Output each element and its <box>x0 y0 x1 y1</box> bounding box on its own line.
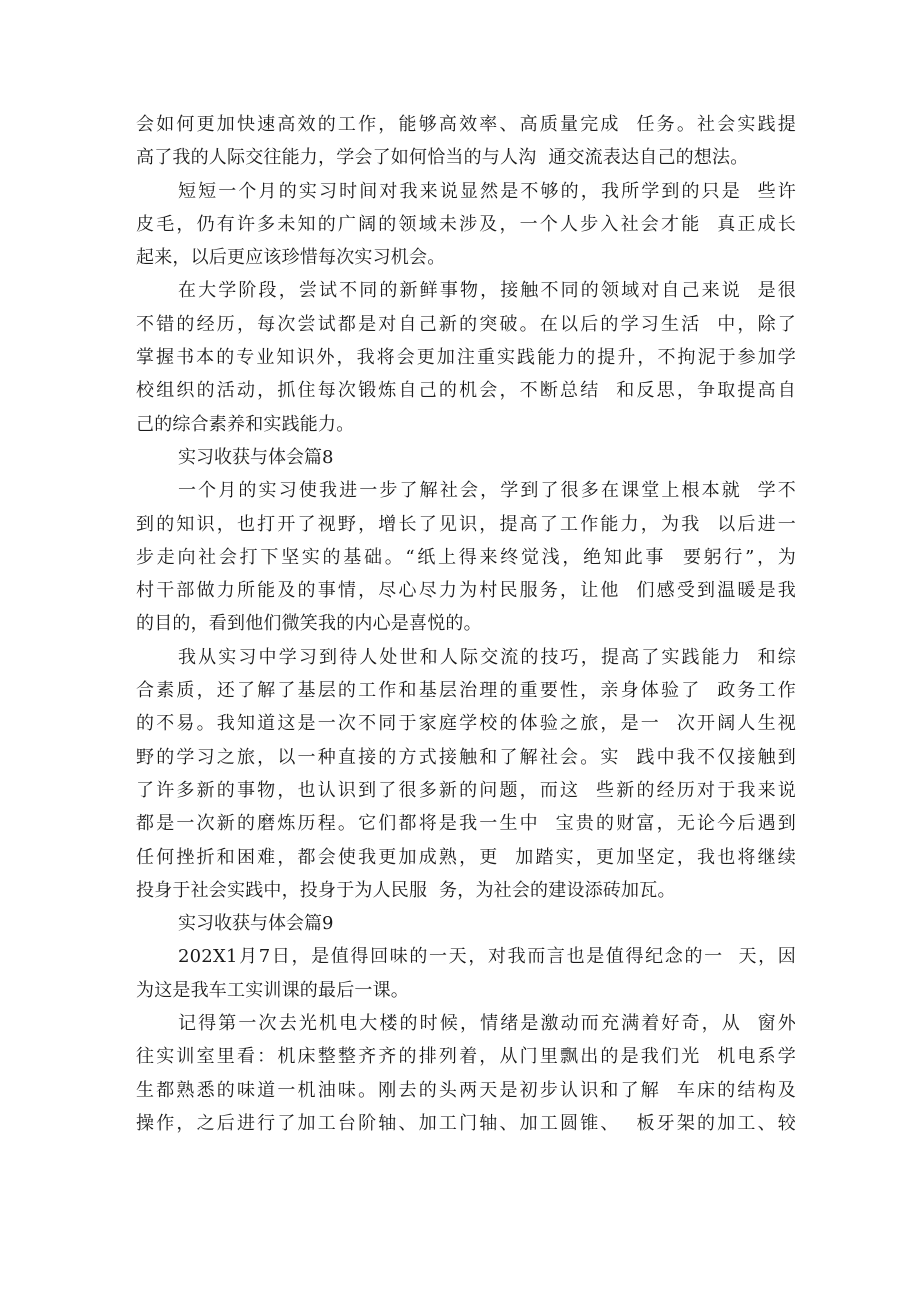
paragraph-line: 了许多新的事物，也认识到了很多新的问题，而这 些新的经历对于我来说 <box>136 779 796 801</box>
paragraph-line: 皮毛，仍有许多未知的广阔的领域未涉及，一个人步入社会才能 真正成长 <box>136 213 796 235</box>
paragraph-line: 都是一次新的磨炼历程。它们都将是我一生中 宝贵的财富，无论今后遇到 <box>136 813 796 835</box>
paragraph-line: 会如何更加快速高效的工作，能够高效率、高质量完成 任务。社会实践提 <box>136 114 796 135</box>
paragraph-line: 不错的经历，每次尝试都是对自己新的突破。在以后的学习生活 中，除了 <box>136 313 796 335</box>
paragraph-line: 往实训室里看：机床整整齐齐的排列着，从门里飘出的是我们光 机电系学 <box>136 1046 796 1068</box>
section-heading: 实习收获与体会篇9 <box>178 913 334 935</box>
paragraph-line: 操作，之后进行了加工台阶轴、加工门轴、加工圆锥、 板牙架的加工、较 <box>136 1112 796 1134</box>
paragraph-first-line: 一个月的实习使我进一步了解社会，学到了很多在课堂上根本就 学不 <box>178 480 796 502</box>
paragraph-line: 为这是我车工实训课的最后一课。 <box>136 979 409 1001</box>
paragraph-first-line: 记得第一次去光机电大楼的时候，情绪是激动而充满着好奇，从 窗外 <box>178 1013 796 1035</box>
paragraph-line: 到的知识，也打开了视野，增长了见识，提高了工作能力，为我 以后进一 <box>136 513 796 535</box>
paragraph-first-line: 在大学阶段，尝试不同的新鲜事物，接触不同的领域对自己来说 是很 <box>178 280 796 302</box>
paragraph-line: 投身于社会实践中，投身于为人民服 务，为社会的建设添砖加瓦。 <box>136 879 676 901</box>
section-heading: 实习收获与体会篇8 <box>178 446 334 468</box>
paragraph-line: 合素质，还了解了基层的工作和基层治理的重要性，亲身体验了 政务工作 <box>136 680 796 702</box>
paragraph-line: 起来，以后更应该珍惜每次实习机会。 <box>136 247 446 269</box>
paragraph-first-line: 202X1月7日，是值得回味的一天，对我而言也是值得纪念的一 天，因 <box>178 946 796 968</box>
paragraph-line: 的目的，看到他们微笑我的内心是喜悦的。 <box>136 613 482 635</box>
paragraph-first-line: 短短一个月的实习时间对我来说显然是不够的，我所学到的只是 些许 <box>178 180 796 202</box>
paragraph-line: 高了我的人际交往能力，学会了如何恰当的与人沟 通交流表达自己的想法。 <box>136 147 749 169</box>
paragraph-line: 己的综合素养和实践能力。 <box>136 413 355 435</box>
paragraph-line: 村干部做力所能及的事情，尽心尽力为村民服务，让他 们感受到温暖是我 <box>136 580 796 602</box>
paragraph-line: 任何挫折和困难，都会使我更加成熟，更 加踏实，更加坚定，我也将继续 <box>136 846 796 868</box>
paragraph-line: 野的学习之旅，以一种直接的方式接触和了解社会。实 践中我不仅接触到 <box>136 746 796 768</box>
paragraph-line: 掌握书本的专业知识外，我将会更加注重实践能力的提升，不拘泥于参加学 <box>136 347 796 369</box>
paragraph-first-line: 我从实习中学习到待人处世和人际交流的技巧，提高了实践能力 和综 <box>178 646 796 668</box>
paragraph-line: 校组织的活动，抓住每次锻炼自己的机会，不断总结 和反思，争取提高自 <box>136 380 796 402</box>
paragraph-line: 生都熟悉的味道一机油味。刚去的头两天是初步认识和了解 车床的结构及 <box>136 1079 796 1101</box>
paragraph-line: 的不易。我知道这是一次不同于家庭学校的体验之旅，是一 次开阔人生视 <box>136 713 796 735</box>
document-body <box>136 108 796 1140</box>
paragraph-line: 步走向社会打下坚实的基础。“纸上得来终觉浅，绝知此事 要躬行”，为 <box>136 546 796 568</box>
